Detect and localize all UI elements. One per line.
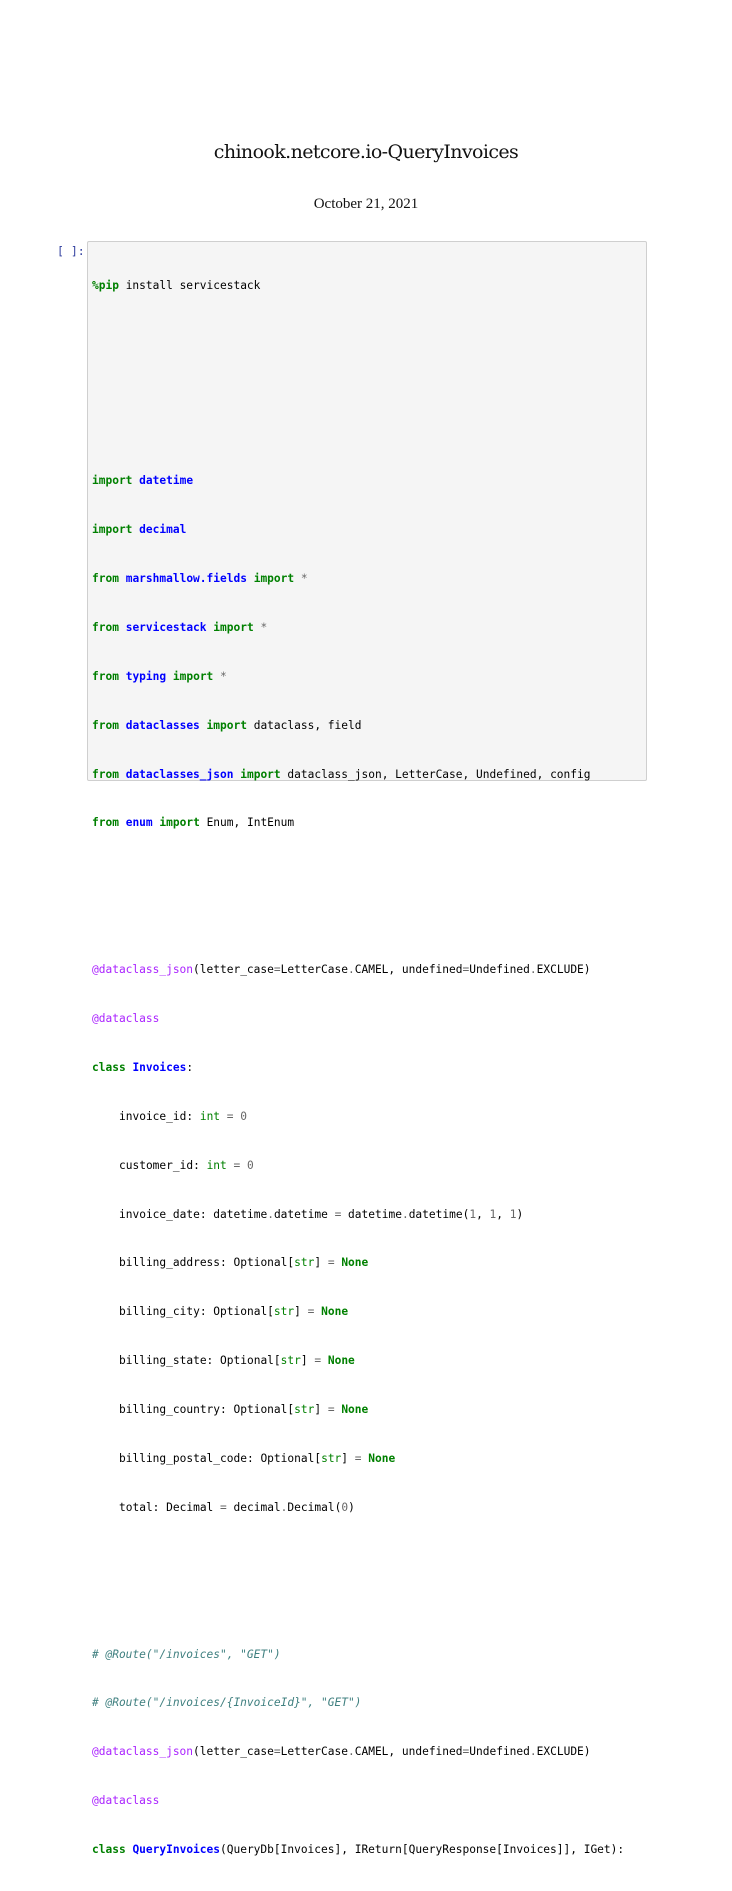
operator: = — [273, 1745, 281, 1759]
decorator: @dataclass — [92, 1794, 160, 1808]
decorator: @dataclass_json — [92, 963, 194, 977]
code-text: ] — [314, 1256, 322, 1270]
operator: . — [529, 1745, 537, 1759]
keyword: import — [213, 620, 254, 634]
code-line — [92, 718, 624, 734]
keyword: from — [92, 571, 119, 585]
operator: = — [321, 1403, 342, 1417]
code-text: CAMEL, undefined — [354, 1745, 463, 1759]
operator: . — [280, 1500, 288, 1514]
keyword: None — [368, 1451, 396, 1465]
blank-line — [92, 1598, 624, 1614]
code-text: , — [496, 1207, 510, 1221]
operator: = — [220, 1109, 241, 1123]
blank-line — [92, 913, 624, 929]
code-text: datetime( — [408, 1207, 470, 1221]
code-text: Enum, IntEnum — [199, 816, 295, 830]
comment: # @Route("/invoices", "GET") — [92, 1647, 281, 1661]
operator: . — [267, 1207, 274, 1221]
code-line — [92, 1793, 624, 1809]
module-name: dataclasses — [125, 718, 200, 732]
keyword: import — [92, 474, 133, 488]
code-text: dataclass_json, LetterCase, Undefined, config — [280, 767, 591, 781]
keyword: import — [172, 669, 214, 683]
field-name: invoice_date: datetime — [119, 1207, 268, 1221]
code-text: : — [186, 1060, 194, 1074]
code-line — [92, 1500, 624, 1516]
code-line — [92, 1255, 624, 1271]
keyword: from — [92, 767, 119, 781]
code-text: ) — [516, 1207, 524, 1221]
comment: # @Route("/invoices/{InvoiceId}", "GET") — [92, 1696, 362, 1710]
field-name: customer_id: — [119, 1158, 207, 1172]
keyword: import — [206, 718, 247, 732]
code-line — [92, 1647, 624, 1663]
code-text: CAMEL, undefined — [354, 963, 463, 977]
code-line — [92, 1402, 624, 1418]
code-line — [92, 473, 624, 489]
code-text: ) — [348, 1500, 355, 1514]
code-text: LetterCase — [280, 963, 348, 977]
code-text: ] — [341, 1451, 349, 1465]
blank-line — [92, 1549, 624, 1565]
blank-line — [92, 326, 624, 342]
keyword: from — [92, 620, 119, 634]
class-name: Invoices — [132, 1060, 187, 1074]
code-text: Undefined — [469, 1745, 530, 1759]
code-text: , — [476, 1207, 490, 1221]
code-text: EXCLUDE) — [536, 1745, 591, 1759]
code-line — [92, 1744, 624, 1760]
keyword: import — [240, 767, 281, 781]
code-line — [92, 1842, 624, 1858]
blank-line — [92, 864, 624, 880]
operator: = — [213, 1500, 234, 1514]
number: 0 — [240, 1109, 248, 1123]
code-text: dataclass, field — [246, 718, 362, 732]
field-name: billing_postal_code: Optional[ — [119, 1451, 322, 1465]
code-text: LetterCase — [280, 1745, 348, 1759]
field-name: billing_country: Optional[ — [119, 1403, 295, 1417]
code-text: install servicestack — [118, 278, 261, 292]
builtin: str — [294, 1256, 315, 1270]
builtin: str — [280, 1354, 301, 1368]
code-line — [92, 1451, 624, 1467]
code-line — [92, 1011, 624, 1027]
builtin: int — [206, 1158, 227, 1172]
operator: * — [300, 571, 308, 585]
operator: * — [220, 669, 227, 683]
blank-line — [92, 375, 624, 391]
operator: * — [260, 620, 268, 634]
module-name: typing — [125, 669, 167, 683]
module-name: marshmallow.fields — [125, 571, 247, 585]
keyword: class — [92, 1060, 126, 1074]
code-line — [92, 1109, 624, 1125]
code-text: datetime — [348, 1207, 402, 1221]
code-line — [92, 571, 624, 587]
operator: . — [347, 1745, 355, 1759]
code-line — [92, 620, 624, 636]
operator: = — [226, 1158, 247, 1172]
decorator: @dataclass_json — [92, 1745, 194, 1759]
field-name: billing_address: Optional[ — [119, 1256, 295, 1270]
module-name: enum — [125, 816, 153, 830]
keyword: from — [92, 718, 119, 732]
code-line — [92, 1304, 624, 1320]
code-text: (letter_case — [193, 1745, 274, 1759]
keyword: None — [321, 1305, 349, 1319]
operator: = — [327, 1207, 349, 1221]
code-text: ] — [314, 1403, 322, 1417]
code-line — [92, 1158, 624, 1174]
keyword: import — [92, 523, 133, 537]
code-line — [92, 1060, 624, 1076]
document-date: October 21, 2021 — [313, 196, 419, 212]
operator: = — [307, 1354, 328, 1368]
code-line — [92, 815, 624, 831]
code-line — [92, 962, 624, 978]
keyword: class — [92, 1843, 126, 1857]
keyword: import — [159, 816, 200, 830]
code-line — [92, 1207, 624, 1223]
number: 0 — [247, 1158, 254, 1172]
operator: = — [273, 963, 281, 977]
field-name: invoice_id: — [119, 1109, 200, 1123]
builtin: str — [321, 1451, 342, 1465]
keyword: None — [327, 1354, 355, 1368]
builtin: str — [273, 1305, 295, 1319]
code-text: ] — [294, 1305, 301, 1319]
operator: . — [347, 963, 355, 977]
decorator: @dataclass — [92, 1011, 160, 1025]
operator: = — [300, 1305, 322, 1319]
keyword: None — [341, 1403, 369, 1417]
operator: . — [529, 963, 537, 977]
code-line — [92, 278, 624, 294]
blank-line — [92, 424, 624, 440]
code-text: decimal — [233, 1500, 281, 1514]
field-name: billing_city: Optional[ — [119, 1305, 274, 1319]
code-text: Undefined — [469, 963, 530, 977]
code-text: EXCLUDE) — [536, 963, 591, 977]
number: 1 — [469, 1207, 477, 1221]
code-cell[interactable] — [87, 241, 647, 1857]
number: 1 — [489, 1207, 497, 1221]
keyword: from — [92, 816, 119, 830]
keyword: None — [341, 1256, 369, 1270]
code-line — [92, 669, 624, 685]
code-input[interactable] — [92, 245, 624, 1891]
field-name: total: Decimal — [119, 1500, 214, 1514]
builtin: int — [199, 1109, 221, 1123]
magic-command: %pip — [92, 278, 119, 292]
operator: = — [462, 963, 470, 977]
operator: . — [401, 1207, 409, 1221]
code-text: Decimal( — [287, 1500, 342, 1514]
field-name: billing_state: Optional[ — [119, 1354, 281, 1368]
code-line — [92, 1695, 624, 1711]
builtin: str — [294, 1403, 315, 1417]
code-text: ] — [300, 1354, 308, 1368]
code-text: (QueryDb[Invoices], IReturn[QueryResponse[Invoices]], IGet): — [220, 1843, 625, 1857]
code-text: (letter_case — [193, 963, 274, 977]
code-line — [92, 1353, 624, 1369]
keyword: from — [92, 669, 119, 683]
keyword: import — [253, 571, 295, 585]
code-line — [92, 767, 624, 783]
number: 1 — [509, 1207, 517, 1221]
number: 0 — [341, 1500, 349, 1514]
operator: = — [321, 1256, 342, 1270]
cell-prompt: [ ]: — [57, 244, 85, 258]
code-line — [92, 522, 624, 538]
module-name: dataclasses_json — [125, 767, 234, 781]
module-name: servicestack — [125, 620, 207, 634]
operator: = — [462, 1745, 470, 1759]
module-name: datetime — [139, 474, 194, 488]
document-title: chinook.netcore.io-QueryInvoices — [213, 141, 519, 163]
operator: = — [348, 1451, 369, 1465]
code-text: datetime — [273, 1207, 328, 1221]
module-name: decimal — [139, 523, 187, 537]
class-name: QueryInvoices — [132, 1843, 220, 1857]
